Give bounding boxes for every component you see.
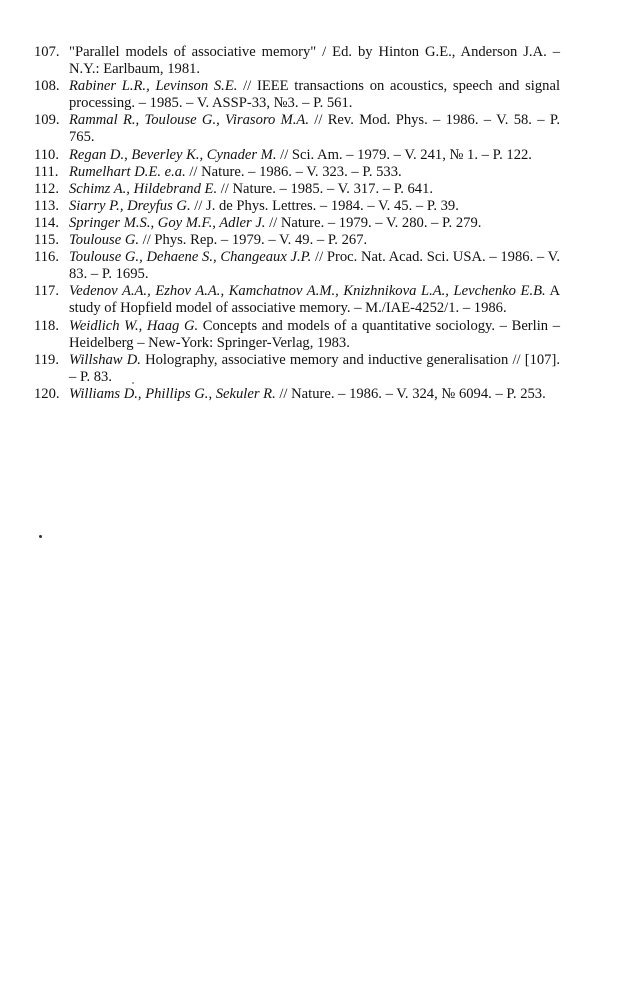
reference-number: 112. [34, 180, 59, 197]
reference-authors: Weidlich W., Haag G. [69, 317, 199, 334]
reference-body [69, 198, 560, 215]
reference-text: // IEEE transactions on acoustics, speech and signal processing. – 1985. – V. ASSP-33, №3. – P. 561. [69, 78, 560, 112]
reference-item [34, 318, 560, 352]
reference-number: 119. [34, 351, 59, 368]
reference-text: // J. de Phys. Lettres. – 1984. – V. 45. – P. 39. [190, 197, 459, 214]
reference-authors: Rabiner L.R., Levinson S.E. [69, 78, 238, 95]
reference-text: Concepts and models of a quantitative sociology. – Berlin – Heidelberg – New-York: Springer-Verlag, 1983. [69, 317, 560, 351]
reference-text: // Sci. Am. – 1979. – V. 241, № 1. – P. 122. [276, 146, 532, 163]
reference-number: 117. [34, 283, 59, 300]
reference-number: 118. [34, 317, 59, 334]
scan-speck [39, 535, 42, 538]
reference-number: 113. [34, 197, 59, 214]
reference-number: 108. [34, 78, 60, 95]
reference-authors: Williams D., Phillips G., Sekuler R. [69, 385, 276, 402]
reference-body [69, 44, 560, 78]
reference-body [69, 232, 560, 249]
reference-body [69, 249, 560, 283]
reference-body [69, 181, 560, 198]
reference-authors: Willshaw D. [69, 351, 141, 368]
reference-number: 111. [34, 163, 59, 180]
reference-text: // Phys. Rep. – 1979. – V. 49. – P. 267. [139, 232, 368, 249]
reference-body [69, 215, 560, 232]
reference-authors: Rammal R., Toulouse G., Virasoro M.A. [69, 112, 309, 129]
reference-text: // Proc. Nat. Acad. Sci. USA. – 1986. – V. 83. – P. 1695. [69, 249, 560, 283]
reference-body [69, 283, 560, 317]
reference-body [69, 78, 560, 112]
reference-item [34, 147, 560, 164]
scan-speck [132, 382, 134, 384]
reference-number: 109. [34, 112, 60, 129]
reference-item [34, 44, 560, 78]
reference-number: 116. [34, 249, 59, 266]
reference-text: "Parallel models of associative memory" / Ed. by Hinton G.E., Anderson J.A. – N.Y.: Earlbaum, 1981. [69, 44, 560, 78]
reference-text: // Nature. – 1979. – V. 280. – P. 279. [265, 214, 482, 231]
reference-item [34, 198, 560, 215]
reference-body [69, 147, 560, 164]
reference-item [34, 283, 560, 317]
reference-authors: Toulouse G., Dehaene S., Changeaux J.P. [69, 249, 312, 266]
reference-text: A study of Hopfield model of associative memory. – M./IAE-4252/1. – 1986. [69, 283, 560, 317]
reference-text: Holography, associative memory and inductive generalisation // [107]. – P. 83. [69, 351, 560, 385]
reference-authors: Schimz A., Hildebrand E. [69, 180, 218, 197]
reference-text: // Nature. – 1985. – V. 317. – P. 641. [217, 180, 434, 197]
reference-body [69, 386, 560, 403]
reference-number: 107. [34, 44, 60, 60]
reference-number: 120. [34, 385, 60, 402]
reference-number: 110. [34, 146, 59, 163]
reference-authors: Vedenov A.A., Ezhov A.A., Kamchatnov A.M., Knizhnikova L.A., Levchenko E.B. [69, 283, 546, 300]
reference-body [69, 112, 560, 146]
reference-item [34, 386, 560, 403]
reference-list [34, 44, 560, 403]
reference-body [69, 352, 560, 386]
reference-authors: Springer M.S., Goy M.F., Adler J. [69, 214, 266, 231]
reference-item [34, 232, 560, 249]
reference-text: // Rev. Mod. Phys. – 1986. – V. 58. – P. 765. [69, 112, 560, 146]
reference-item [34, 112, 560, 146]
reference-body [69, 164, 560, 181]
reference-item [34, 78, 560, 112]
reference-item [34, 164, 560, 181]
reference-item [34, 352, 560, 386]
reference-number: 115. [34, 232, 59, 249]
reference-item [34, 181, 560, 198]
reference-body [69, 318, 560, 352]
reference-authors: Siarry P., Dreyfus G. [69, 197, 191, 214]
reference-text: // Nature. – 1986. – V. 323. – P. 533. [185, 163, 402, 180]
reference-authors: Rumelhart D.E. e.a. [69, 163, 186, 180]
reference-item [34, 215, 560, 232]
reference-item [34, 249, 560, 283]
reference-number: 114. [34, 214, 59, 231]
reference-authors: Toulouse G. [69, 232, 140, 249]
reference-text: // Nature. – 1986. – V. 324, № 6094. – P. 253. [275, 385, 546, 402]
reference-authors: Regan D., Beverley K., Cynader M. [69, 146, 277, 163]
